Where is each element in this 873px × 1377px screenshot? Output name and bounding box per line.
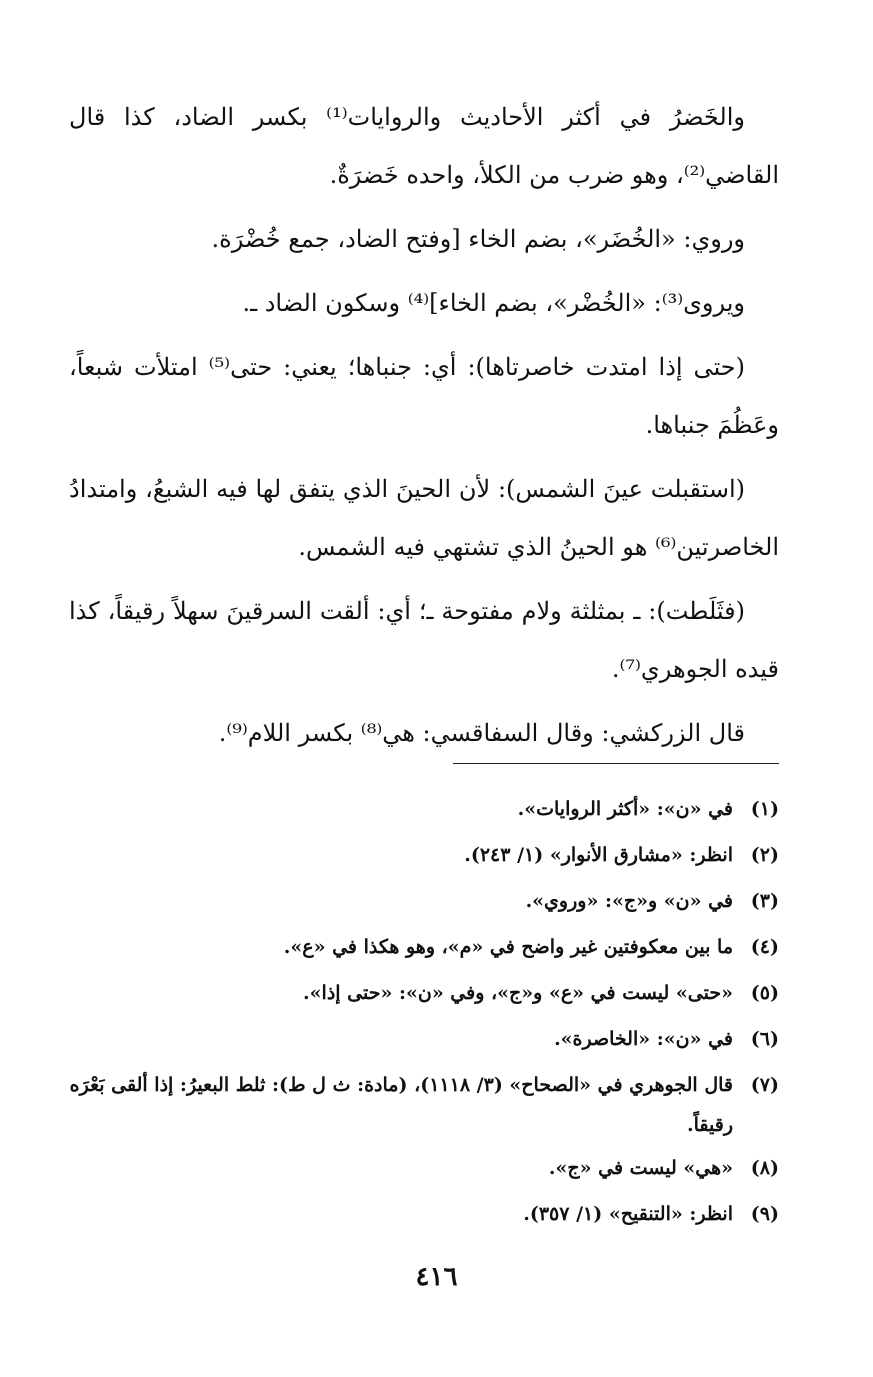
paragraph: ويروى⁽³⁾: «الخُضْر»، بضم الخاء]⁽⁴⁾ وسكون الضاد ـ. <box>242 289 745 317</box>
footnote-number: (٩) <box>750 1203 779 1225</box>
footnote <box>69 1016 779 1062</box>
footnote-number: (٢) <box>750 844 779 866</box>
paragraph: وروي: «الخُضَر»، بضم الخاء [وفتح الضاد، جمع خُضْرَة. <box>211 225 745 253</box>
paragraph: (حتى إذا امتدت خاصرتاها): أي: جنباها؛ يعني: حتى⁽⁵⁾ امتلأت شبعاً، وعَظُمَ جنباها. <box>69 353 779 439</box>
footnote-text: انظر: «مشارق الأنوار» (١/ ٢٤٣). <box>464 844 733 866</box>
footnote-number: (٣) <box>750 890 779 912</box>
footnote-text: «هي» ليست في «ج». <box>548 1157 733 1179</box>
paragraph: قال الزركشي: وقال السفاقسي: هي⁽⁸⁾ بكسر اللام⁽⁹⁾. <box>218 719 745 747</box>
footnote <box>69 832 779 878</box>
main-text <box>69 88 779 762</box>
footnote-text: في «ن»: «الخاصرة». <box>554 1028 733 1050</box>
footnote-text: في «ن»: «أكثر الروايات». <box>517 798 733 820</box>
footnote <box>69 924 779 970</box>
footnote-number: (٥) <box>750 982 779 1004</box>
footnote-number: (٨) <box>750 1157 779 1179</box>
paragraph: (استقبلت عينَ الشمس): لأن الحينَ الذي يتفق لها فيه الشبعُ، وامتدادُ الخاصرتين⁽⁶⁾ هو الحينُ الذي تشتهي فيه الشمس. <box>69 475 779 561</box>
footnote <box>69 878 779 924</box>
footnote-number: (١) <box>750 798 779 820</box>
footnote <box>69 1191 779 1237</box>
footnotes <box>69 786 779 1237</box>
footnote-number: (٧) <box>750 1074 779 1096</box>
footnote <box>69 1145 779 1191</box>
footnote-number: (٦) <box>750 1028 779 1050</box>
footnote-text: انظر: «التنقيح» (١/ ٣٥٧). <box>523 1203 733 1225</box>
footnote <box>69 786 779 832</box>
footnote-text: في «ن» و«ج»: «وروي». <box>525 890 733 912</box>
paragraph: والخَضرُ في أكثر الأحاديث والروايات⁽¹⁾ بكسر الضاد، كذا قال القاضي⁽²⁾، وهو ضرب من الكلأ، واحده خَضرَةٌ. <box>69 103 779 189</box>
footnote <box>69 970 779 1016</box>
footnote-number: (٤) <box>750 936 779 958</box>
footnote-text: قال الجوهري في «الصحاح» (٣/ ١١١٨)، (مادة: ث ل ط): ثلط البعيرُ: إذا ألقى بَعْرَه رقيقاً. <box>69 1074 733 1136</box>
footnote <box>69 1062 779 1145</box>
footnote-text: «حتى» ليست في «ع» و«ج»، وفي «ن»: «حتى إذا». <box>303 982 733 1004</box>
paragraph: (فثَلَطت): ـ بمثلثة ولام مفتوحة ـ؛ أي: ألقت السرقينَ سهلاً رقيقاً، كذا قيده الجوهري⁽⁷⁾. <box>69 597 779 683</box>
footnote-separator <box>453 763 779 764</box>
footnote-text: ما بين معكوفتين غير واضح في «م»، وهو هكذا في «ع». <box>283 936 733 958</box>
page-number: ٤١٦ <box>415 1262 458 1292</box>
